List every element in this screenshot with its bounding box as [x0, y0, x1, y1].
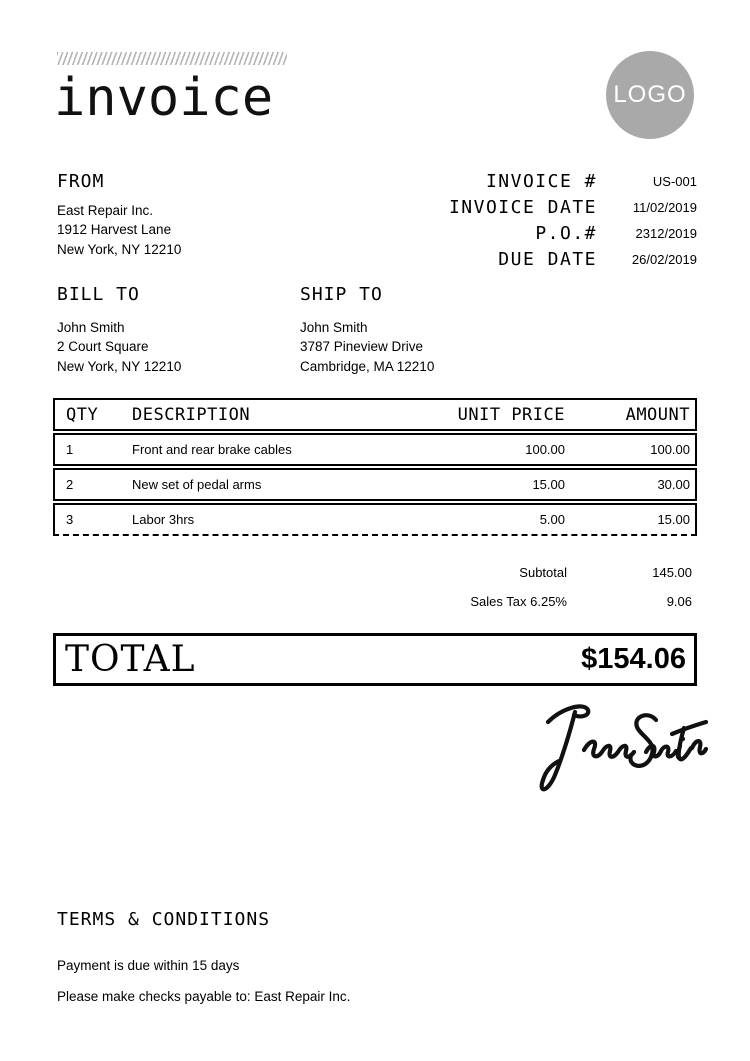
totals-section	[53, 558, 697, 616]
qty-column-header: QTY	[66, 404, 99, 425]
item-qty: 3	[66, 512, 74, 527]
sales-tax-row	[53, 587, 697, 616]
table-row	[53, 503, 697, 536]
amount-column-header: AMOUNT	[625, 404, 690, 425]
bill-to-section	[57, 285, 181, 376]
bill-to-label: BILL TO	[57, 284, 140, 305]
items-table	[53, 398, 697, 538]
ship-to-address-line: 3787 Pineview Drive	[300, 339, 424, 355]
item-qty: 1	[66, 442, 74, 457]
subtotal-value: 145.00	[652, 565, 692, 580]
item-amount: 15.00	[657, 512, 690, 527]
invoice-number-value: US-001	[652, 173, 697, 189]
hatch-decoration	[57, 52, 287, 65]
sales-tax-value: 9.06	[666, 594, 692, 609]
po-number-value: 2312/2019	[635, 225, 697, 241]
invoice-date-value: 11/02/2019	[632, 199, 697, 215]
subtotal-label: Subtotal	[519, 565, 567, 580]
po-number-label: P.O.#	[535, 222, 597, 244]
logo-circle	[606, 51, 694, 139]
meta-row-invoice-number	[397, 168, 697, 194]
from-address-line: 1912 Harvest Lane	[57, 222, 172, 238]
bill-to-address-line: New York, NY 12210	[57, 358, 182, 374]
table-row	[53, 468, 697, 501]
invoice-meta	[397, 168, 697, 272]
item-unit-price: 5.00	[539, 512, 565, 527]
from-address-line: East Repair Inc.	[57, 203, 154, 218]
item-description: Front and rear brake cables	[132, 442, 292, 457]
sales-tax-label: Sales Tax 6.25%	[470, 594, 567, 609]
item-amount: 100.00	[650, 442, 690, 457]
item-description: Labor 3hrs	[132, 512, 195, 527]
page-title: invoice	[54, 68, 274, 128]
unit-price-column-header: UNIT PRICE	[457, 404, 565, 425]
ship-to-address	[300, 318, 434, 376]
meta-row-due-date	[397, 246, 697, 272]
item-qty: 2	[66, 477, 74, 492]
from-address-line: New York, NY 12210	[57, 241, 182, 257]
meta-row-invoice-date	[397, 194, 697, 220]
ship-to-section	[300, 285, 434, 376]
signature-john-smith	[538, 698, 708, 798]
invoice-date-label: INVOICE DATE	[448, 196, 597, 218]
terms-heading: TERMS & CONDITIONS	[57, 909, 271, 930]
from-label: FROM	[57, 171, 105, 192]
total-label: TOTAL	[65, 638, 196, 680]
items-table-header	[53, 398, 697, 431]
logo-text: LOGO	[613, 81, 687, 108]
bill-to-address	[57, 318, 181, 376]
ship-to-address-line: Cambridge, MA 12210	[300, 358, 435, 374]
from-section	[57, 172, 181, 259]
meta-row-po-number	[397, 220, 697, 246]
table-row	[53, 433, 697, 466]
item-unit-price: 100.00	[525, 442, 565, 457]
item-unit-price: 15.00	[532, 477, 565, 492]
bill-to-address-line: John Smith	[57, 320, 125, 335]
due-date-value: 26/02/2019	[631, 251, 697, 267]
terms-line: Payment is due within 15 days	[57, 958, 240, 973]
description-column-header: DESCRIPTION	[132, 404, 251, 425]
from-address	[57, 201, 181, 259]
item-description: New set of pedal arms	[132, 477, 262, 492]
invoice-number-label: INVOICE #	[485, 170, 597, 192]
ship-to-address-line: John Smith	[300, 320, 368, 335]
due-date-label: DUE DATE	[498, 248, 597, 270]
subtotal-row	[53, 558, 697, 587]
bill-to-address-line: 2 Court Square	[57, 339, 149, 355]
item-amount: 30.00	[657, 477, 690, 492]
total-value: $154.06	[581, 643, 686, 675]
total-box	[53, 633, 697, 686]
ship-to-label: SHIP TO	[300, 284, 383, 305]
terms-line: Please make checks payable to: East Repair Inc.	[57, 989, 351, 1004]
